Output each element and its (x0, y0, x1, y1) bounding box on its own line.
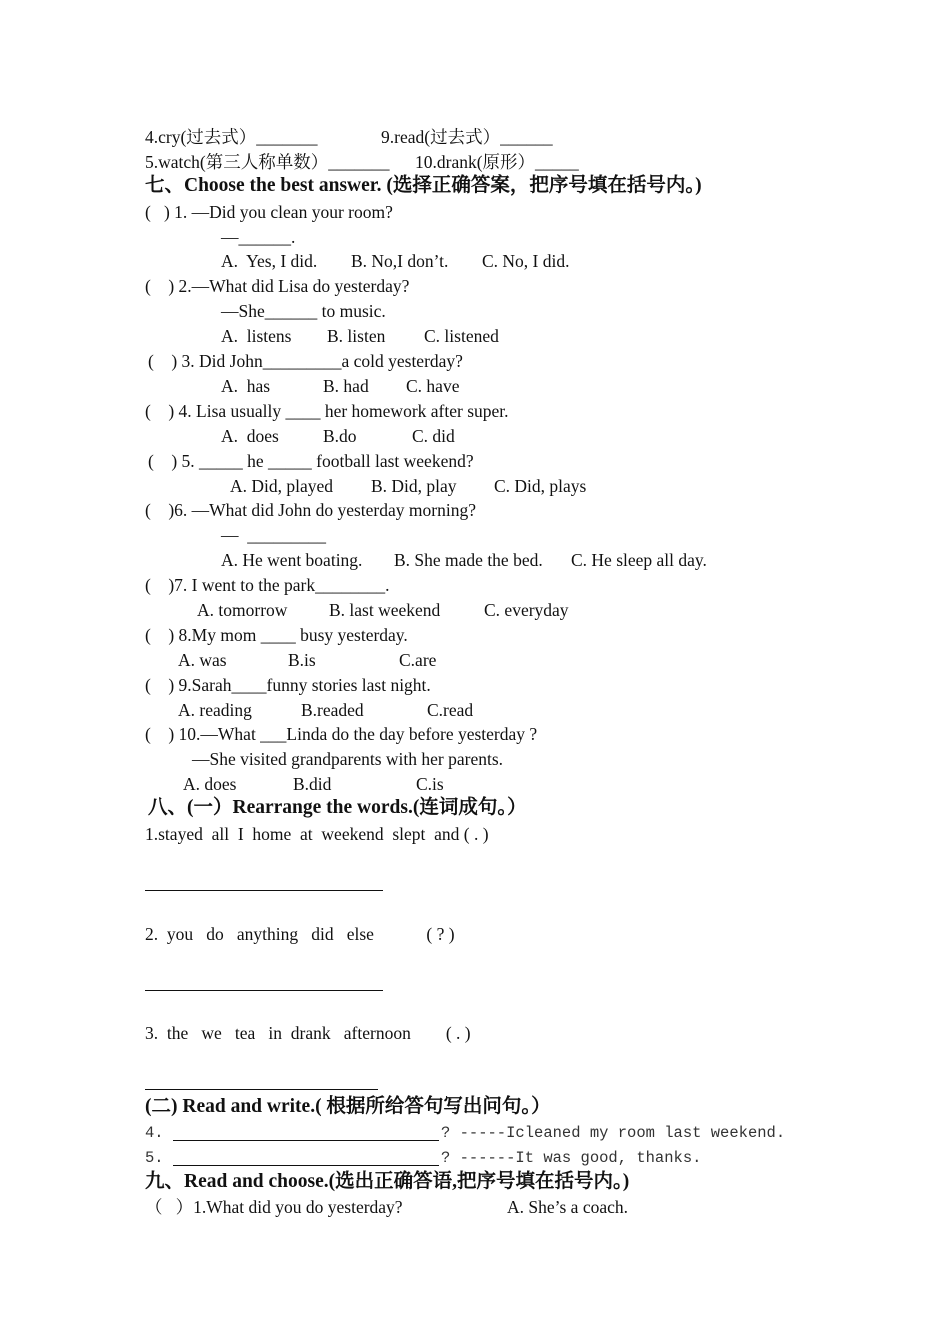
item-4-cry: 4.cry(过去式）_______ (145, 127, 318, 147)
choose-a1: A. She’s a coach. (507, 1197, 629, 1217)
section-7-title: 七、Choose the best answer. (选择正确答案，把序号填在括号内。) (145, 175, 702, 196)
rearrange-2: 2. you do anything did else ( ? ) (145, 924, 455, 944)
q7-option-a: A. tomorrow (197, 600, 288, 620)
q3-option-c: C. have (406, 376, 460, 396)
q1-stem: ( ) 1. —Did you clean your room? (145, 202, 393, 222)
section-9-title: 九、Read and choose.(选出正确答语,把序号填在括号内。) (145, 1171, 630, 1192)
item-10-drank: 10.drank(原形）_____ (415, 152, 579, 172)
q1-option-a: A. Yes, I did. (221, 251, 318, 271)
q5-option-a: A. Did, played (230, 476, 334, 496)
q6-option-a: A. He went boating. (221, 550, 363, 570)
q2-answer-line: —She______ to music. (221, 301, 386, 321)
q8-option-a: A. was (178, 650, 227, 670)
q4-option-b: B.do (323, 426, 357, 446)
q5-option-c: C. Did, plays (494, 476, 587, 496)
write-4-answer: ? -----Icleaned my room last weekend. (441, 1124, 786, 1142)
q9-stem: ( ) 9.Sarah____funny stories last night. (145, 675, 431, 695)
q4-option-c: C. did (412, 426, 455, 446)
rearrange-3: 3. the we tea in drank afternoon ( . ) (145, 1023, 471, 1043)
write-5-number: 5. (145, 1149, 164, 1167)
q1-option-b: B. No,I don’t. (351, 251, 449, 271)
q10-option-c: C.is (416, 774, 444, 794)
q5-option-b: B. Did, play (371, 476, 457, 496)
q2-option-a: A. listens (221, 326, 292, 346)
q7-stem: ( )7. I went to the park________. (145, 575, 390, 595)
q6-stem: ( )6. —What did John do yesterday morning? (145, 500, 476, 520)
write-4-number: 4. (145, 1124, 164, 1142)
q8-option-b: B.is (288, 650, 316, 670)
q3-stem: ( ) 3. Did John_________a cold yesterday? (148, 351, 463, 371)
q6-option-c: C. He sleep all day. (571, 550, 707, 570)
write-5-blank[interactable] (173, 1165, 439, 1166)
q2-option-b: B. listen (327, 326, 386, 346)
q9-option-c: C.read (427, 700, 474, 720)
q7-option-b: B. last weekend (329, 600, 441, 620)
q7-option-c: C. everyday (484, 600, 569, 620)
q3-option-a: A. has (221, 376, 271, 396)
answer-line-1[interactable] (145, 890, 383, 891)
q10-option-a: A. does (183, 774, 237, 794)
write-4-blank[interactable] (173, 1140, 439, 1141)
q9-option-a: A. reading (178, 700, 252, 720)
q5-stem: ( ) 5. _____ he _____ football last weekend? (148, 451, 474, 471)
q6-answer-line: — _________ (221, 525, 326, 545)
section-8b-title: (二) Read and write.( 根据所给答句写出问句。） (145, 1096, 551, 1117)
write-5-answer: ? ------It was good, thanks. (441, 1149, 702, 1167)
choose-q1: （ ）1.What did you do yesterday? (145, 1197, 403, 1217)
q4-stem: ( ) 4. Lisa usually ____ her homework after super. (145, 401, 509, 421)
q8-stem: ( ) 8.My mom ____ busy yesterday. (145, 625, 408, 645)
q2-stem: ( ) 2.—What did Lisa do yesterday? (145, 276, 410, 296)
q1-option-c: C. No, I did. (482, 251, 570, 271)
q2-option-c: C. listened (424, 326, 499, 346)
q1-answer-line: —______. (221, 227, 296, 247)
item-9-read: 9.read(过去式）______ (381, 127, 553, 147)
section-8-title: 八、(一）Rearrange the words.(连词成句。） (148, 797, 527, 818)
q3-option-b: B. had (323, 376, 369, 396)
q8-option-c: C.are (399, 650, 437, 670)
q6-option-b: B. She made the bed. (394, 550, 543, 570)
q10-stem: ( ) 10.—What ___Linda do the day before yesterday ? (145, 724, 538, 744)
answer-line-3[interactable] (145, 1089, 378, 1090)
item-5-watch: 5.watch(第三人称单数）_______ (145, 152, 390, 172)
q4-option-a: A. does (221, 426, 279, 446)
rearrange-1: 1.stayed all I home at weekend slept and ( . ) (145, 824, 489, 844)
q10-option-b: B.did (293, 774, 332, 794)
q10-answer-line: —She visited grandparents with her parents. (192, 749, 504, 769)
q9-option-b: B.readed (301, 700, 364, 720)
answer-line-2[interactable] (145, 990, 383, 991)
